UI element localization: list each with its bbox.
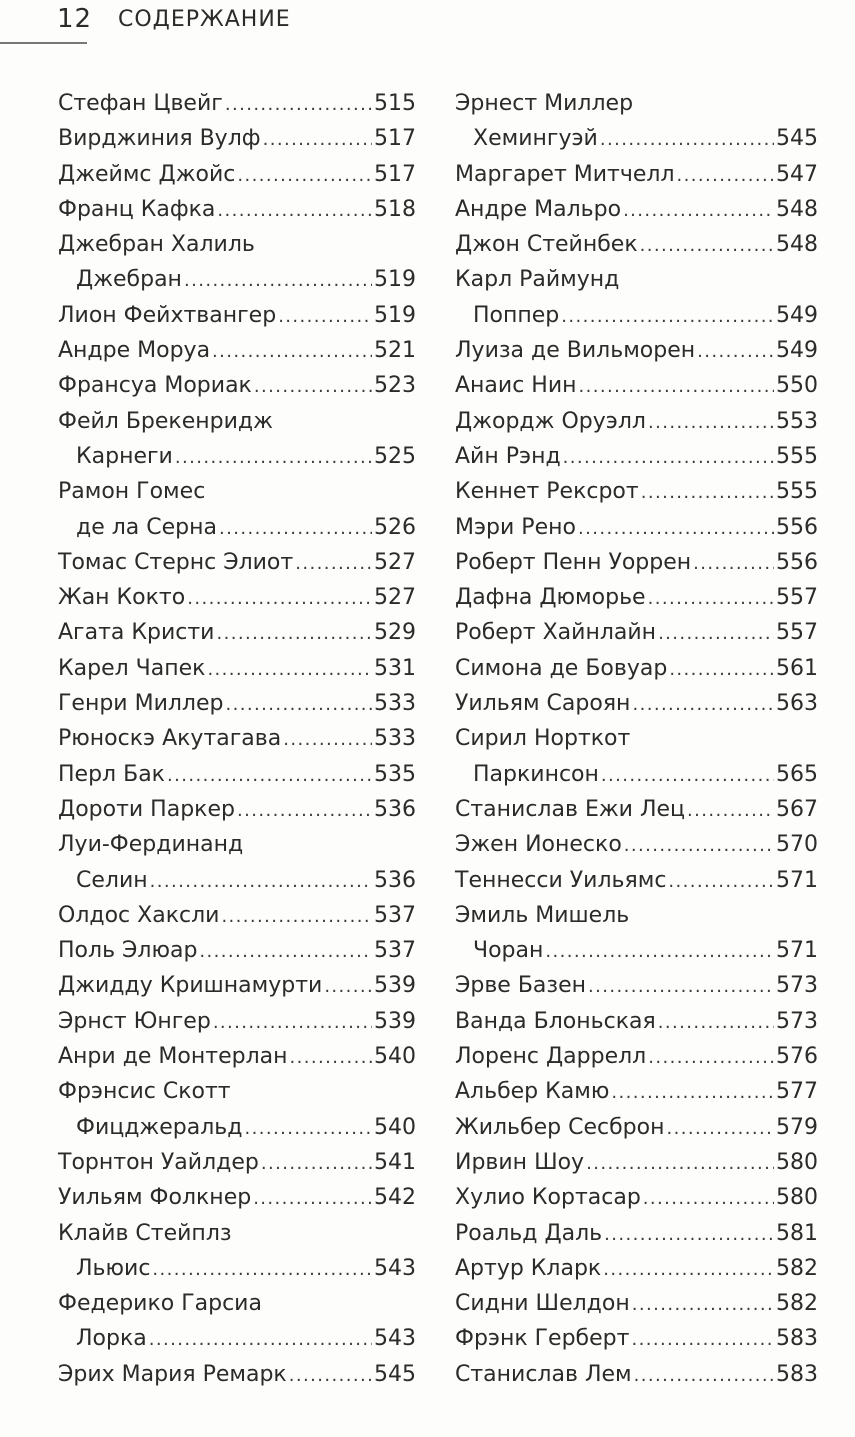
toc-page-number: 570 [776, 832, 818, 858]
toc-entry [58, 1180, 416, 1215]
toc-page-number: 515 [374, 91, 416, 116]
toc-page-number: 557 [776, 585, 818, 611]
toc-author: Фрэнк Герберт [455, 1326, 630, 1352]
toc-author: Маргарет Митчелл [455, 161, 675, 187]
toc-leader-dots [632, 687, 774, 722]
toc-author: Карел Чапек [58, 655, 206, 681]
toc-author: Олдос Хаксли [58, 902, 220, 928]
toc-leader-dots [624, 828, 774, 863]
toc-entry [58, 615, 416, 650]
toc-leader-dots [283, 722, 372, 757]
toc-page-number: 542 [374, 1185, 416, 1211]
toc-author: Перл Бак [58, 761, 165, 787]
toc-leader-dots [261, 1146, 372, 1181]
toc-entry [455, 827, 818, 862]
toc-page-number: 556 [776, 549, 818, 575]
toc-entry [455, 721, 818, 756]
toc-entry [455, 580, 818, 615]
toc-leader-dots [641, 475, 774, 510]
toc-page-number: 571 [776, 938, 818, 964]
toc-entry [455, 651, 818, 686]
toc-leader-dots [634, 1358, 774, 1393]
toc-leader-dots [666, 1111, 774, 1146]
toc-page-number: 555 [776, 443, 818, 469]
toc-leader-dots [253, 1181, 372, 1216]
toc-entry [455, 1110, 818, 1145]
toc-author: Эрнест Миллер [455, 91, 634, 116]
toc-page-number: 519 [374, 267, 416, 293]
toc-page-number: 543 [374, 1326, 416, 1352]
toc-leader-dots [668, 864, 774, 899]
toc-leader-dots [152, 1252, 372, 1287]
toc-entry [455, 192, 818, 227]
toc-entry [58, 1074, 416, 1109]
toc-entry [58, 333, 416, 368]
toc-leader-dots [278, 299, 372, 334]
toc-leader-dots [600, 122, 774, 157]
toc-entry [58, 933, 416, 968]
toc-leader-dots [648, 581, 774, 616]
toc-page-number: 579 [776, 1114, 818, 1140]
toc-page-number: 550 [776, 373, 818, 399]
toc-page-number: 535 [374, 761, 416, 787]
toc-page-number: 537 [374, 902, 416, 928]
toc-page-number: 553 [776, 408, 818, 434]
toc-author: Роальд Даль [455, 1220, 603, 1246]
toc-entry [58, 1039, 416, 1074]
toc-author: Лион Фейхтвангер [58, 302, 277, 328]
toc-page-number: 536 [374, 867, 416, 893]
toc-leader-dots [578, 511, 774, 546]
toc-page-number: 563 [776, 691, 818, 717]
toc-author: Айн Рэнд [455, 443, 561, 469]
toc-entry [455, 227, 818, 262]
toc-leader-dots [658, 616, 774, 651]
toc-author: Франсуа Мориак [58, 373, 252, 399]
toc-entry [455, 333, 818, 368]
toc-entry [58, 757, 416, 792]
toc-leader-dots [225, 87, 372, 122]
toc-leader-dots [324, 969, 372, 1004]
toc-author: Кеннет Рексрот [455, 479, 639, 505]
toc-column-left [58, 86, 416, 1392]
toc-page-number: 519 [374, 302, 416, 328]
toc-page-number: 517 [374, 161, 416, 187]
toc-author: Роберт Пенн Уоррен [455, 549, 692, 575]
toc-entry [58, 792, 416, 827]
toc-author: Фрэнсис Скотт [58, 1079, 231, 1105]
toc-entry [455, 1251, 818, 1286]
toc-author: Симона де Бовуар [455, 655, 668, 681]
toc-author: Генри Миллер [58, 691, 224, 717]
toc-leader-dots [244, 1111, 372, 1146]
toc-entry [58, 368, 416, 403]
toc-author: Станислав Ежи Лец [455, 796, 686, 822]
toc-author: Джордж Оруэлл [455, 408, 646, 434]
toc-page-number: 533 [374, 726, 416, 752]
toc-entry [58, 968, 416, 1003]
toc-page-number: 565 [776, 761, 818, 787]
toc-author: Ирвин Шоу [455, 1149, 585, 1175]
toc-leader-dots [207, 652, 372, 687]
toc-author: Теннесси Уильямс [455, 867, 667, 893]
toc-leader-dots [290, 1040, 373, 1075]
toc-author: Дафна Дюморье [455, 585, 646, 611]
toc-page-number: 518 [374, 196, 416, 222]
toc-leader-dots [669, 652, 774, 687]
toc-page-number: 548 [776, 232, 818, 258]
toc-entry [455, 545, 818, 580]
toc-entry [58, 86, 416, 121]
toc-entry [58, 686, 416, 721]
toc-author: Анаис Нин [455, 373, 577, 399]
toc-author: Томас Стернс Элиот [58, 549, 294, 575]
toc-author: Чоран [473, 938, 544, 964]
toc-leader-dots [149, 1322, 372, 1357]
toc-author: Эрве Базен [455, 973, 587, 999]
toc-entry [455, 262, 818, 297]
toc-author: Сидни Шелдон [455, 1291, 630, 1317]
toc-entry [455, 1004, 818, 1039]
toc-entry [58, 474, 416, 509]
toc-entry [455, 1286, 818, 1321]
toc-author: Роберт Хайнлайн [455, 620, 657, 646]
page-header [0, 0, 855, 48]
toc-entry [58, 1357, 416, 1392]
toc-leader-dots [640, 228, 774, 263]
toc-entry [58, 510, 416, 545]
toc-author: Станислав Лем [455, 1361, 632, 1387]
toc-page-number: 571 [776, 867, 818, 893]
toc-leader-dots [579, 369, 774, 404]
toc-page-number: 573 [776, 1008, 818, 1034]
toc-entry [455, 863, 818, 898]
toc-entry [58, 1321, 416, 1356]
toc-leader-dots [697, 334, 774, 369]
toc-author: Федерико Гарсиа [58, 1291, 262, 1317]
toc-column-right [455, 86, 818, 1392]
toc-page-number: 561 [776, 655, 818, 681]
toc-page-number: 545 [374, 1361, 416, 1387]
toc-page-number: 529 [374, 620, 416, 646]
toc-page-number: 567 [776, 796, 818, 822]
toc-author: Ванда Блоньская [455, 1008, 656, 1034]
toc-author: Луи-Фердинанд [58, 832, 244, 858]
toc-leader-dots [693, 546, 774, 581]
toc-leader-dots [648, 1040, 774, 1075]
toc-leader-dots [643, 1181, 774, 1216]
toc-entry [455, 1216, 818, 1251]
toc-entry [455, 86, 818, 121]
toc-leader-dots [213, 1005, 372, 1040]
toc-entry [58, 1110, 416, 1145]
toc-page-number: 526 [374, 514, 416, 540]
toc-author: Уильям Фолкнер [58, 1185, 252, 1211]
toc-page-number: 540 [374, 1044, 416, 1070]
toc-author: Франц Кафка [58, 196, 216, 222]
toc-entry [455, 1039, 818, 1074]
toc-entry [58, 1145, 416, 1180]
toc-leader-dots [601, 758, 774, 793]
toc-leader-dots [184, 263, 372, 298]
toc-page-number: 583 [776, 1326, 818, 1352]
toc-page-number: 517 [374, 126, 416, 152]
toc-page-number: 539 [374, 1008, 416, 1034]
toc-author: Эжен Ионеско [455, 832, 622, 858]
toc-page-number: 581 [776, 1220, 818, 1246]
toc-page-number: 539 [374, 973, 416, 999]
toc-leader-dots [631, 1322, 774, 1357]
toc-entry [58, 898, 416, 933]
toc-entry [455, 757, 818, 792]
toc-leader-dots [199, 934, 372, 969]
toc-page-number: 545 [776, 126, 818, 152]
toc-author: Сирил Норткот [455, 726, 631, 752]
toc-author: Паркинсон [473, 761, 599, 787]
toc-entry [455, 368, 818, 403]
toc-entry [455, 439, 818, 474]
toc-author: Фейл Брекенридж [58, 408, 273, 434]
toc-page-number: 556 [776, 514, 818, 540]
toc-entry [455, 933, 818, 968]
toc-entry [58, 404, 416, 439]
toc-page-number: 549 [776, 338, 818, 364]
toc-author: Рамон Гомес [58, 479, 206, 505]
toc-author: Андре Мальро [455, 196, 622, 222]
toc-entry [455, 298, 818, 333]
toc-leader-dots [237, 158, 372, 193]
toc-author: Поппер [473, 302, 560, 328]
toc-leader-dots [175, 440, 372, 475]
toc-leader-dots [603, 1252, 774, 1287]
toc-entry [455, 898, 818, 933]
toc-author: Карнеги [76, 443, 173, 469]
toc-leader-dots [263, 122, 372, 157]
toc-entry [58, 298, 416, 333]
toc-author: Жан Кокто [58, 585, 186, 611]
toc-entry [58, 227, 416, 262]
toc-author: Клайв Стейплз [58, 1220, 232, 1246]
header-rule [0, 42, 87, 44]
toc-page-number: 531 [374, 655, 416, 681]
toc-author: Дороти Паркер [58, 796, 235, 822]
toc-entry [58, 1251, 416, 1286]
toc-leader-dots [611, 1075, 774, 1110]
toc-leader-dots [632, 1287, 774, 1322]
toc-entry [455, 474, 818, 509]
toc-page-number: 549 [776, 302, 818, 328]
toc-entry [455, 1145, 818, 1180]
toc-entry [58, 651, 416, 686]
toc-leader-dots [254, 369, 372, 404]
toc-entry [58, 863, 416, 898]
toc-leader-dots [623, 193, 774, 228]
toc-entry [455, 615, 818, 650]
toc-page-number: 541 [374, 1149, 416, 1175]
toc-leader-dots [658, 1005, 774, 1040]
toc-page-number: 583 [776, 1361, 818, 1387]
toc-page-number: 555 [776, 479, 818, 505]
toc-entry [58, 157, 416, 192]
toc-leader-dots [604, 1217, 774, 1252]
page-number: 12 [57, 4, 93, 34]
toc-entry [58, 262, 416, 297]
toc-leader-dots [561, 299, 774, 334]
toc-author: Луиза де Вильморен [455, 338, 696, 364]
toc-page-number: 521 [374, 338, 416, 364]
toc-entry [58, 1286, 416, 1321]
toc-author: Лоренс Даррелл [455, 1044, 647, 1070]
toc-author: Джебран Халиль [58, 232, 255, 258]
toc-entry [455, 686, 818, 721]
toc-leader-dots [219, 511, 372, 546]
toc-author: Артур Кларк [455, 1255, 602, 1281]
toc-page-number: 536 [374, 796, 416, 822]
toc-author: Торнтон Уайлдер [58, 1149, 259, 1175]
toc-page-number: 577 [776, 1079, 818, 1105]
toc-entry [455, 510, 818, 545]
toc-leader-dots [216, 616, 372, 651]
toc-author: Лорка [76, 1326, 147, 1352]
toc-page-number: 573 [776, 973, 818, 999]
toc-author: Андре Моруа [58, 338, 211, 364]
toc-leader-dots [563, 440, 774, 475]
toc-author: Мэри Рено [455, 514, 576, 540]
toc-author: Вирджиния Вулф [58, 126, 261, 152]
toc-page-number: 523 [374, 373, 416, 399]
toc-page-number: 527 [374, 549, 416, 575]
toc-page-number: 576 [776, 1044, 818, 1070]
toc-leader-dots [586, 1146, 774, 1181]
toc-entry [58, 1216, 416, 1251]
toc-entry [58, 439, 416, 474]
toc-page-number: 582 [776, 1255, 818, 1281]
toc-entry [58, 545, 416, 580]
toc-entry [455, 1074, 818, 1109]
toc-page-number: 533 [374, 691, 416, 717]
toc-leader-dots [167, 758, 372, 793]
toc-leader-dots [221, 899, 372, 934]
toc-entry [455, 121, 818, 156]
toc-leader-dots [289, 1358, 372, 1393]
toc-author: Рюноскэ Акутагава [58, 726, 282, 752]
toc-page-number: 580 [776, 1185, 818, 1211]
toc-leader-dots [648, 405, 774, 440]
toc-entry [58, 121, 416, 156]
toc-author: Эрнст Юнгер [58, 1008, 211, 1034]
toc-author: Эрих Мария Ремарк [58, 1361, 287, 1387]
section-title: СОДЕРЖАНИЕ [118, 7, 291, 32]
toc-author: Джидду Кришнамурти [58, 973, 323, 999]
toc-leader-dots [150, 864, 372, 899]
toc-page-number: 527 [374, 585, 416, 611]
toc-leader-dots [687, 793, 774, 828]
toc-leader-dots [588, 969, 774, 1004]
toc-page-number: 543 [374, 1255, 416, 1281]
toc-entry [58, 827, 416, 862]
toc-page-number: 537 [374, 938, 416, 964]
toc-page-number: 547 [776, 161, 818, 187]
toc-author: Льюис [76, 1255, 151, 1281]
toc-leader-dots [545, 934, 774, 969]
toc-page-number: 540 [374, 1114, 416, 1140]
toc-author: Агата Кристи [58, 620, 215, 646]
toc-author: Эмиль Мишель [455, 902, 630, 928]
toc-author: Жильбер Сесброн [455, 1114, 665, 1140]
toc-author: Поль Элюар [58, 938, 198, 964]
toc-author: де ла Серна [76, 514, 218, 540]
toc-leader-dots [237, 793, 372, 828]
toc-entry [455, 1357, 818, 1392]
toc-leader-dots [212, 334, 372, 369]
toc-entry [455, 1321, 818, 1356]
toc-author: Анри де Монтерлан [58, 1044, 288, 1070]
toc-entry [58, 1004, 416, 1039]
toc-leader-dots [226, 687, 373, 722]
toc-author: Джон Стейнбек [455, 232, 638, 258]
toc-author: Уильям Сароян [455, 691, 631, 717]
toc-leader-dots [677, 158, 774, 193]
toc-author: Джебран [76, 267, 182, 293]
toc-page-number: 557 [776, 620, 818, 646]
toc-entry [455, 157, 818, 192]
toc-author: Селин [76, 867, 148, 893]
toc-entry [455, 792, 818, 827]
toc-author: Джеймс Джойс [58, 161, 236, 187]
toc-author: Хулио Кортасар [455, 1185, 641, 1211]
toc-leader-dots [187, 581, 372, 616]
toc-author: Карл Раймунд [455, 267, 620, 293]
toc-entry [58, 192, 416, 227]
toc-leader-dots [295, 546, 372, 581]
toc-author: Альбер Камю [455, 1079, 610, 1105]
toc-page-number: 580 [776, 1149, 818, 1175]
toc-page-number: 525 [374, 443, 416, 469]
toc-author: Хемингуэй [473, 126, 598, 152]
toc-author: Фицджеральд [76, 1114, 243, 1140]
toc-page-number: 548 [776, 196, 818, 222]
toc-entry [58, 721, 416, 756]
toc-author: Стефан Цвейг [58, 91, 223, 116]
toc-entry [455, 1180, 818, 1215]
toc-entry [455, 968, 818, 1003]
toc-page-number: 582 [776, 1291, 818, 1317]
toc-leader-dots [217, 193, 372, 228]
toc-entry [455, 404, 818, 439]
toc-entry [58, 580, 416, 615]
